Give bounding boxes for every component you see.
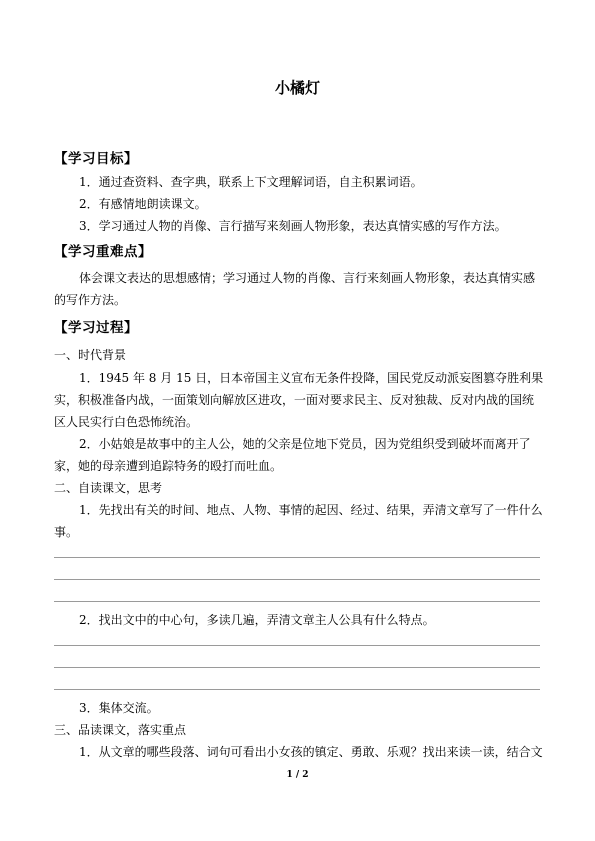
background-p1-line-3: 区人民实行白色恐怖统治。 — [54, 415, 199, 429]
objectives-heading: 【学习目标】 — [54, 151, 138, 167]
section-1-title: 一、时代背景 — [54, 348, 127, 362]
document-title: 小橘灯 — [274, 79, 320, 97]
question-2-1-line-1: 1．先找出有关的时间、地点、人物、事情的起因、经过、结果，弄清文章写了一件什么 — [79, 503, 543, 517]
answer-line — [54, 579, 540, 580]
background-p1-line-1: 1．1945 年 8 月 15 日，日本帝国主义宣布无条件投降，国民党反动派妄图篡夺胜利果 — [79, 371, 544, 385]
page-number: 1 / 2 — [286, 770, 309, 780]
objective-item-1: 1．通过查资料、查字典，联系上下文理解词语，自主积累词语。 — [79, 175, 423, 189]
section-2-title: 二、自读课文，思考 — [54, 481, 163, 495]
objective-item-2: 2．有感情地朗读课文。 — [79, 197, 207, 211]
background-p1-line-2: 实，积极准备内战，一面策划向解放区进攻，一面对要求民主、反对独裁、反对内战的国统 — [54, 393, 535, 407]
question-2-2: 2．找出文中的中心句，多读几遍，弄清文章主人公具有什么特点。 — [79, 613, 435, 627]
question-2-1-line-2: 事。 — [54, 525, 79, 539]
objective-item-3: 3．学习通过人物的肖像、言行描写来刻画人物形象，表达真情实感的写作方法。 — [79, 219, 507, 233]
key-points-heading: 【学习重难点】 — [54, 244, 152, 260]
question-2-3: 3．集体交流。 — [79, 701, 159, 715]
answer-line — [54, 601, 540, 602]
background-p2-line-2: 家，她的母亲遭到追踪特务的殴打而吐血。 — [54, 459, 283, 473]
answer-line — [54, 689, 540, 690]
section-3-title: 三、品读课文，落实重点 — [54, 723, 187, 737]
key-points-line-1: 体会课文表达的思想感情；学习通过人物的肖像、言行来刻画人物形象，表达真情实感 — [79, 271, 536, 285]
process-heading: 【学习过程】 — [54, 320, 138, 336]
answer-line — [54, 645, 540, 646]
answer-line — [54, 667, 540, 668]
background-p2-line-1: 2．小姑娘是故事中的主人公，她的父亲是位地下党员，因为党组织受到破坏而离开了 — [79, 437, 531, 451]
key-points-line-2: 的写作方法。 — [54, 293, 127, 307]
question-3-1: 1．从文章的哪些段落、词句可看出小女孩的镇定、勇敢、乐观？找出来读一读，结合文 — [79, 745, 543, 759]
answer-line — [54, 557, 540, 558]
